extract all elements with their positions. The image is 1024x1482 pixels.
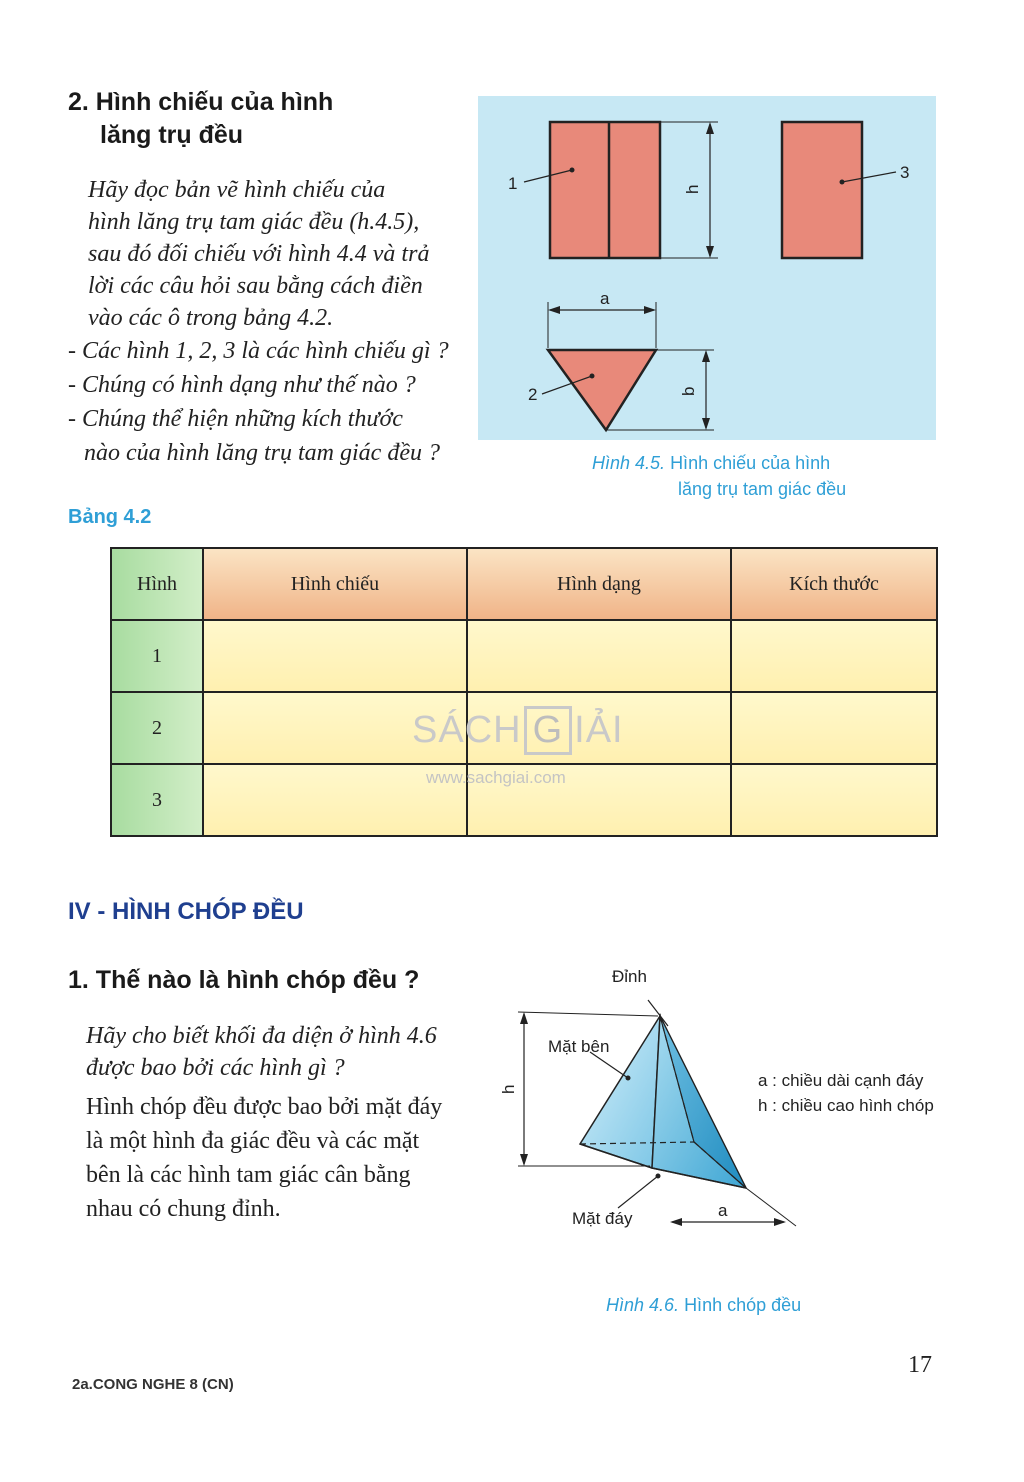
row-number-cell: 3 bbox=[111, 764, 203, 836]
label-side-face: Mặt bên bbox=[548, 1037, 610, 1056]
intro-line: lời các câu hỏi sau bằng cách điền bbox=[88, 273, 423, 299]
watermark-text: IẢI bbox=[574, 709, 624, 751]
side-view bbox=[782, 122, 862, 258]
intro-paragraph bbox=[88, 174, 468, 334]
base-leader bbox=[618, 1176, 658, 1208]
arrow-icon bbox=[520, 1154, 528, 1166]
watermark-url: www.sachgiai.com bbox=[426, 768, 566, 787]
sub-heading: 1. Thế nào là hình chóp đều ? bbox=[68, 966, 420, 994]
watermark-logo bbox=[412, 706, 624, 755]
question-line: được bao bởi các hình gì ? bbox=[86, 1055, 345, 1081]
label-a: a bbox=[600, 289, 610, 308]
caption-line: Hình chiếu của hình bbox=[670, 453, 831, 473]
footer-book-code: 2a.CONG NGHE 8 (CN) bbox=[72, 1376, 234, 1393]
table-cell[interactable] bbox=[731, 620, 937, 692]
caption-prefix: Hình 4.5. bbox=[592, 453, 666, 473]
question-item: - Chúng thể hiện những kích thước bbox=[68, 406, 403, 432]
figure-4-6-caption bbox=[606, 1292, 801, 1318]
intro-line: sau đó đối chiếu với hình 4.4 và trả bbox=[88, 241, 430, 267]
answer-line: Hình chóp đều được bao bởi mặt đáy bbox=[86, 1094, 443, 1120]
intro-line: hình lăng trụ tam giác đều (h.4.5), bbox=[88, 209, 420, 235]
section-heading bbox=[68, 86, 333, 152]
front-view bbox=[550, 122, 660, 258]
heading-line-2: lăng trụ đều bbox=[100, 121, 244, 149]
table-header-row bbox=[111, 548, 937, 620]
answer-line: nhau có chung đỉnh. bbox=[86, 1196, 281, 1222]
label-b: b bbox=[679, 386, 698, 396]
heading-line-1: 2. Hình chiếu của hình bbox=[68, 88, 334, 116]
figure-4-6-legend bbox=[758, 1068, 934, 1118]
table-cell[interactable] bbox=[203, 620, 467, 692]
label-apex: Đỉnh bbox=[612, 967, 647, 986]
header-cell: Hình bbox=[111, 548, 203, 620]
dimension-extension bbox=[746, 1188, 796, 1226]
table-cell[interactable] bbox=[731, 692, 937, 764]
question-item: - Các hình 1, 2, 3 là các hình chiếu gì ? bbox=[68, 338, 449, 364]
answer-line: bên là các hình tam giác cân bằng bbox=[86, 1162, 411, 1188]
header-cell: Hình chiếu bbox=[203, 548, 467, 620]
question-list bbox=[68, 334, 468, 470]
answer-paragraph bbox=[86, 1090, 486, 1226]
table-4-2 bbox=[110, 547, 938, 837]
label-2: 2 bbox=[528, 385, 538, 404]
question-item: - Chúng có hình dạng như thế nào ? bbox=[68, 372, 416, 398]
arrow-icon bbox=[670, 1218, 682, 1226]
label-h: h bbox=[683, 184, 702, 194]
answer-line: là một hình đa giác đều và các mặt bbox=[86, 1128, 420, 1154]
intro-line: vào các ô trong bảng 4.2. bbox=[88, 305, 334, 331]
watermark-g: G bbox=[524, 706, 573, 755]
caption-text: Hình chóp đều bbox=[684, 1295, 802, 1315]
dimension-extension bbox=[518, 1012, 658, 1016]
table-cell[interactable] bbox=[731, 764, 937, 836]
table-row bbox=[111, 620, 937, 692]
legend-item: a : chiều dài cạnh đáy bbox=[758, 1071, 924, 1090]
page-number: 17 bbox=[908, 1352, 932, 1378]
header-cell: Kích thước bbox=[731, 548, 937, 620]
leader-dot bbox=[840, 180, 845, 185]
question-item: nào của hình lăng trụ tam giác đều ? bbox=[84, 440, 440, 466]
leader-dot bbox=[626, 1076, 631, 1081]
question-paragraph bbox=[86, 1020, 486, 1084]
row-number-cell: 1 bbox=[111, 620, 203, 692]
figure-background bbox=[478, 96, 936, 440]
question-line: Hãy cho biết khối đa diện ở hình 4.6 bbox=[86, 1023, 437, 1049]
leader-dot bbox=[570, 168, 575, 173]
table-title: Bảng 4.2 bbox=[68, 506, 152, 528]
leader-dot bbox=[590, 374, 595, 379]
intro-line: Hãy đọc bản vẽ hình chiếu của bbox=[88, 177, 386, 203]
row-number-cell: 2 bbox=[111, 692, 203, 764]
label-1: 1 bbox=[508, 174, 518, 193]
label-base: Mặt đáy bbox=[572, 1209, 633, 1228]
figure-4-5-diagram bbox=[478, 96, 936, 440]
label-3: 3 bbox=[900, 163, 910, 182]
label-h: h bbox=[499, 1084, 518, 1094]
section-iv-heading: IV - HÌNH CHÓP ĐỀU bbox=[68, 898, 304, 925]
leader-dot bbox=[656, 1174, 661, 1179]
header-cell: Hình dạng bbox=[467, 548, 731, 620]
label-a: a bbox=[718, 1201, 728, 1220]
figure-4-5-caption bbox=[592, 450, 846, 502]
caption-prefix: Hình 4.6. bbox=[606, 1295, 680, 1315]
table-cell[interactable] bbox=[467, 620, 731, 692]
legend-item: h : chiều cao hình chóp bbox=[758, 1096, 934, 1115]
watermark-text: SÁCH bbox=[412, 709, 522, 751]
arrow-icon bbox=[520, 1012, 528, 1024]
caption-line: lăng trụ tam giác đều bbox=[678, 479, 847, 499]
arrow-icon bbox=[774, 1218, 786, 1226]
